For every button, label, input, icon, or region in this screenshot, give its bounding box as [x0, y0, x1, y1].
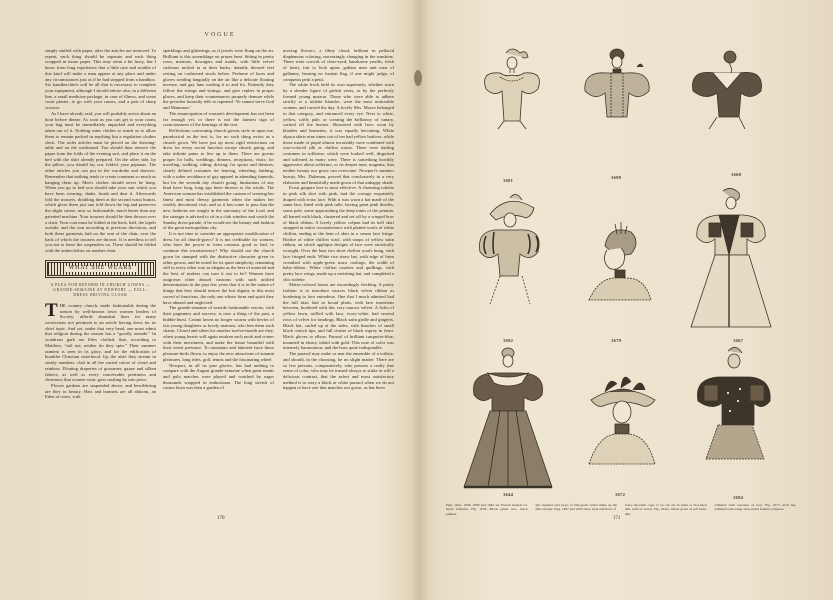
figure-label: 1679 [611, 338, 622, 343]
caption: trimmed with cascades of lace. Fig. 1677—Felt hat, trimmed with wings and ostrich feather pompons. [714, 503, 796, 512]
figure-label: 1644 [503, 492, 514, 497]
figure-profile-flowered-bonnet [585, 220, 655, 310]
figure-label: 1672 [615, 492, 626, 497]
paragraph: Reflections concerning church gowns stole in upon me, paradoxical as the text is, for no such thing exists as a church gown. We have put up most rigid restrictions on dress for every social function except church going, and take infinite pains to live up to them. There are gowns proper for balls, weddings, dinners, receptions, visits; for traveling, walking, riding, driving; for sports and theatres; clearly defined costumes for fencing, wheeling, bathing, with a sober avoidance of gay apparel in attending funerals; but for the seventh day church going, limitations of any kind have long, long ago been thrown to the winds. The American woman has established the custom of wearing her finest and most dressy garments when she makes her weekly devotional visit; and so it has come to pass that the new fashions are sought in the sanctuary of the Lord, and the stranger is advised to sit in a club window and watch the Sunday dress-parade, if he would see the beauty and fashion of the great metropolitan city. [163, 128, 274, 231]
figure-lace-blouse [575, 45, 660, 130]
figure-velvet-bodice-back [690, 345, 780, 470]
figure-label: 1694 [733, 495, 744, 500]
left-page-column-2 [163, 48, 274, 391]
paragraph-lead [45, 299, 156, 383]
caption: Figs. 1641, 1658, 1680 and 1692 are French models for street fashions. Fig. 1679—Black jetted lace, black plumes, [446, 503, 528, 516]
figure-striped-bodice-hat [470, 190, 555, 310]
lead-text: HE country church, made fashionable during the season by well-known town women leaders of Society, affords abundant lines for many convictions not pertinent to an article having dress for its chief topic. And yet, under that very head, one must admit that religion during the season has a “goodly outside.” In wondrous garb are lilies clothed, that, according to Matthew, “toil not, neither do they spin.” Their summer raiment is seen in its glory, and for the edification of humbler Christian sisterhood. Up the aisle they stream in steady numbers, clad in all the varied colors of cloud and rainbow. Floating draperies of gossamer, gauze and silken fabrics, as well as every conceivable prettiness and cheerness that women wear, goes rustling by into pews. [45, 302, 156, 383]
ornamental-border [47, 262, 154, 276]
section-heading-box [45, 260, 156, 278]
paragraph: moving flowers, a filmy cloud, brilliant in pellucid diaphanous coloring, unceasingly changing in the sunshine. There were crowds of clear-eyed, handsome youths, fresh of heart, fair to look upon; gallant men and men of gallantry, bearing no fustian flag, if one might judge, of conquests petit a petit. [283, 48, 394, 82]
figure-full-gown-pleated-skirt [460, 345, 555, 495]
figure-label: 1698 [611, 175, 622, 180]
paragraph: Maize-colored lawns are exceedingly fetching. A pretty fashion is to introduce narrow black velvet ribbon as bordering to lace entredeux. One that I much admired had the full skirt laid in broad plaits, with lace insertions between, bordered with this very narrow velvet. A fichu of yellow lawn, ruffled with lace, ivory-white, had several rows of velvet for headings. Black satin girdle and gingerts. Black hat, curled up at the sides, with bunches of small black ostrich tips, and full cluster of black osprey in front. Black gloves to elbow. Parasol of brilliant turquoise-blue, mounted in ebony, inlaid with gold. This note of color was intensely harmonious, and the hues quite indisputable. [283, 282, 394, 351]
figure-full-gown-fur-cape [685, 185, 780, 335]
figure-label: 1668 [731, 172, 742, 177]
drop-cap: T [45, 299, 58, 321]
figure-label: 1667 [733, 338, 744, 343]
paragraph: Newport, in all its past glories, has had nothing to compare with the August grande-semaine when great tennis and polo matches were played and watched by eager thousands wrapped in enthusiasm. The long stretch of casino lawn was then a garden of [163, 362, 274, 391]
running-head: VOGUE [204, 32, 236, 38]
paragraph: The white frock held its own supremely, whether worn by a slender figure of girlish years, or by the perfectly formed young matron. Those who were able to adhere strictly to a toilette blanche, were the most noticeable women, and carried the day. A lovely Mrs. Moore belonged to that category, and entranced every eye. Next to white, yellow, softly pale, or wearing the brilliancy of canary, carried off the honors. Showered with lace; worn by blondes and brunettes, it was equally becoming. White alpaca skirts nine times out of ten had yellow bodices, while those made of piqué almost invariably were combined with rose-colored silk or chiffon waists. There were darling costumes in solferino, which were looked well, disguised and softened as many were. There is something horribly aggressive about solferino, or its deeper tone, magenta, that neither beauty nor grace can overcome. Newport's summer beauty, Mrs. Duleman, proved that conclusively in a very elaborate and beautifully made gown of that unhappy shade. [283, 82, 394, 185]
article-deck: A PLEA FOR REFORM IN CHURCH GOWNS — GRANDE-SEMAINE AT NEWPORT — FULL-DRESS DRIVING CLOAK [50, 282, 151, 297]
left-page-column-3 [283, 48, 394, 391]
paragraph: Flower gardens are suspended above, and bewildering are they in beauty. Hats and bonnets are all abloom, an Eden of roses, with [45, 382, 156, 400]
paragraph: sparklings and glitterings, as if jewels were flung on the air. Brilliant is this assemblage on prayer bent. Sitting in pretty rows, matrons, dowagers and maids, with little velvet cushions tucked in at their backs, daintily dressed feet resting on cushioned stools below. Perfume of laces and gloves stealing languidly on the air like a delicate floating incense, and gay fans wafting it to and fro. Patiently they follow the risings and sittings, and give replies in proper places, and keep their countenances properly demure while the preacher honestly tells to repeated ‘Ye cannot serve God and Mammon.’ [163, 48, 274, 111]
caption: gilt aigrettes and loops of bile-green velvet make up the little bonnet. Figs. 1697 and 1694 show back and front of [535, 503, 617, 512]
figure-label: 1681 [503, 178, 514, 183]
figure-label: 1692 [503, 338, 514, 343]
figure-dark-bodice-revers [685, 45, 770, 130]
paragraph: The emancipation of woman's development has not been far enough yet, or there is not the faintest sign of consciousness of the bearings of the text. [163, 110, 274, 128]
figure-bodice-puffed-sleeves [470, 45, 555, 130]
caption: fancy shoulder cape, to be cut out in plain or brocaded silk, satin or velvet. Fig. 1644—Street gown of soft India silk, [625, 503, 707, 516]
page-gutter [405, 0, 435, 600]
figure-plumed-hat [585, 370, 660, 470]
page-number-left: 170 [217, 516, 225, 521]
paragraph: simply stuffed with paper, after the articles are removed. To repeat, each thing should be separate and each thing wrapped in tissue paper. This may seem a bit fussy, but I know from long experience that a little care and trouble of this kind will make a man appear at any place and under any circumstances just as if he had stepped from a bandbox. Six handkerchiefs will be all that is necessary to complete your equipment, although I should advise also, in a different line, a small medicine package, in case of illness, and some court plaster, to go with your razors, and a pair of sharp scissors. [45, 48, 156, 111]
page-number-right: 171 [613, 516, 621, 521]
figure-captions [446, 503, 796, 516]
paragraph: The grande-semaine of seaside fashionable resorts, with their pageantry and success, is now a thing of the past, a bubble burst. Casino lawns no longer swarm with bevies of fair young daughters or lovely matrons, who lent them such charm. Closed and silent for another twelve-month are they, when young hearts will again awaken each nook and corner with their merriment, and make the house beautiful with their sweet presence. To mountain and lakeside have these pleasure-birds flown, to enjoy the new attractions of autumn pleasures, long rides, golf, tennis and the fascinating wheel. [163, 305, 274, 362]
paragraph: Ecrus guipure lace is most effective. A charming toilette in pink silk shot with pink, had the corsage exquisitely draped with ecrus lace. With it was worn a hat made of the same lace, lined with pink tulle, having great pink thistles, some pale, some approaching the deep tones of the petunia, all barred with black, clustered and set off by a winged bow of black ribbon. A lovely yellow crêpon had its bell skirt strapped in entire circumference with plaited scarfs of white chiffon, ending at the hem of skirt in a cream lace fringe. Bodice of white chiffon scarf, with straps of yellow satin ribbon, on which applique designs of lace were artistically wrought. Over the bust two short chiffon scarfs hung, with lace fringed ends. White rice straw hat, with edge of brim wreathed with apple-green straw curlings, the width of baby-ribbon. White chiffon rosettes and quillings, with pretty lace wings, made up a ravishing hat, and completed a chic toilette. [283, 185, 394, 282]
left-page-column-1 [45, 48, 156, 400]
paragraph: It is not time to consider an appropriate modification of dress for all church-goers? It is not creditable for women, who have the power to form customs good or bad, to continue this inconsistency? Why should not the church gown be stamped with the distinctive character given to other gowns, and be noted for its quiet simplicity, remaining still in every other way as elegant as the best of material and the best of makers can turn it out to be? Women have outgrown other absurd customs with such unified determination in the past few years that it is in the nature of things that they should restore the lost dignity to this most sacred of functions, the only one whose form and spirit they have abused and neglected. [163, 231, 274, 305]
paper-stain [414, 70, 422, 86]
paragraph: As I have already said, you will probably arrive about an hour before dinner. As soon as you can get to your room, your bag must be immediately unpacked and everything taken out of it. Nothing ruins clothes so much as to allow them to remain packed in anything but a regulation clothes chest. The toilet articles must be placed on the dressing-table and on the washstand. You should then remove the paper from the folds of the evening suit, and place it on the bed with the shirt already prepared. On the other side, by the pillow, you should lay out, folded, your pajamas. The other articles you can put in the wardrobe and drawers. Remember that nothing tends to create comment so much as hanging them up. Men's clothes should never be hung. When you go to bed you should take your suit which you have been wearing, shake, brush and dust it. Afterwards fold the trousers, doubling them at the second waist button, which gives them just one fold down the leg and preserves the slight crease, now so fashionable, much better than any patented machine. Your trousers should be then thrown over a chair. Your coat must be folded at the back, half, the lapels outside, and the coat according to previous directions, and both these garments laid on the seat of the chair, over the back of which the trousers are thrown. It is needless to tell you not to leave the suspenders on. These should be folded with the underclothes on another chair. [45, 110, 156, 254]
section-heading: WHAT SHE WEARS [65, 266, 137, 272]
paragraph: The parasol may make or mar the ensemble of a toilette, and should, in the choosing, be no slight matter. There are so few persons, comparatively, who possess a really fine sense of color, who may be trusted always to strike at will a delicious contrast, that the safest and most satisfactory method is to carry a black or white parasol when we do not happen to have one that matches our gown, as has been [283, 351, 394, 391]
